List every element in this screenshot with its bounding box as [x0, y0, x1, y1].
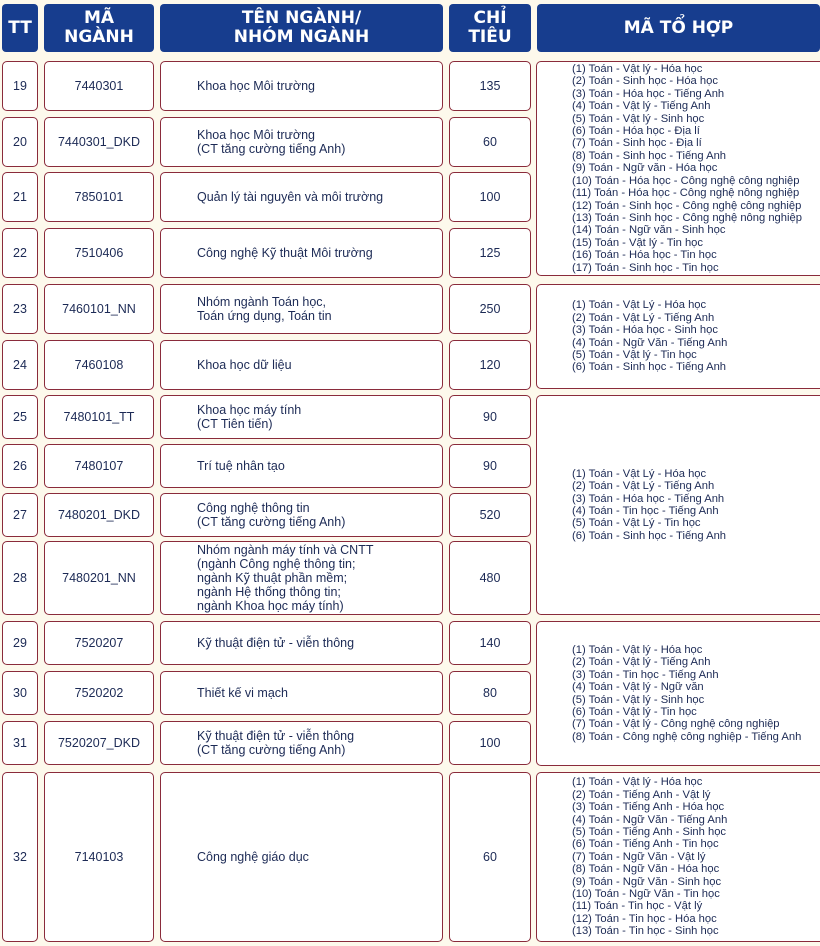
- combo-item: (13) Toán - Sinh học - Công nghệ nông nghiệp: [572, 211, 802, 224]
- combo-list: [537, 63, 802, 274]
- combo-item: (2) Toán - Vật Lý - Tiếng Anh: [572, 480, 715, 493]
- quota-cell: 90: [449, 395, 531, 439]
- combo-item: (6) Toán - Tiếng Anh - Tin học: [572, 838, 719, 851]
- combo-item: (6) Toán - Sinh học - Tiếng Anh: [572, 361, 727, 374]
- combo-item: (1) Toán - Vật Lý - Hóa học: [572, 467, 707, 480]
- quota-cell: 480: [449, 541, 531, 615]
- combo-item: (4) Toán - Ngữ Văn - Tiếng Anh: [572, 336, 728, 349]
- combo-item: (10) Toán - Hóa học - Công nghệ công nghiệp: [572, 174, 800, 187]
- combo-item: (3) Toán - Tin học - Tiếng Anh: [572, 668, 719, 681]
- tt-cell: 20: [2, 117, 38, 167]
- quota-cell: 140: [449, 621, 531, 665]
- quota-cell: 60: [449, 772, 531, 942]
- tt-cell: 28: [2, 541, 38, 615]
- quota-cell: 520: [449, 493, 531, 537]
- major-name-cell: Khoa học Môi trường: [160, 61, 443, 111]
- combo-item: (2) Toán - Vật Lý - Tiếng Anh: [572, 311, 715, 324]
- combo-item: (3) Toán - Hóa học - Tiếng Anh: [572, 492, 725, 505]
- major-name-cell: Quản lý tài nguyên và môi trường: [160, 172, 443, 222]
- combo-group-3: [536, 395, 820, 615]
- major-name-cell: Khoa học Môi trường (CT tăng cường tiếng Anh): [160, 117, 443, 167]
- combo-item: (9) Toán - Ngữ văn - Hóa học: [572, 162, 718, 175]
- major-name-cell: Thiết kế vi mạch: [160, 671, 443, 715]
- combo-item: (7) Toán - Vật lý - Công nghệ công nghiệp: [572, 718, 780, 731]
- major-code-cell: 7460101_NN: [44, 284, 154, 334]
- combo-item: (5) Toán - Tiếng Anh - Sinh học: [572, 825, 727, 838]
- combo-item: (11) Toán - Hóa học - Công nghệ nông nghiệp: [572, 187, 800, 200]
- combo-item: (4) Toán - Vật lý - Ngữ văn: [572, 681, 704, 694]
- combo-item: (9) Toán - Ngữ Văn - Sinh học: [572, 875, 722, 888]
- major-name-cell: Trí tuệ nhân tạo: [160, 444, 443, 488]
- major-name-cell: Công nghệ Kỹ thuật Môi trường: [160, 228, 443, 278]
- combo-item: (4) Toán - Ngữ Văn - Tiếng Anh: [572, 813, 728, 826]
- header-subject-combo: MÃ TỔ HỢP: [537, 4, 820, 52]
- tt-cell: 30: [2, 671, 38, 715]
- combo-item: (2) Toán - Sinh học - Hóa học: [572, 75, 718, 88]
- tt-cell: 19: [2, 61, 38, 111]
- major-code-cell: 7520207: [44, 621, 154, 665]
- major-code-cell: 7140103: [44, 772, 154, 942]
- combo-item: (4) Toán - Vật lý - Tiếng Anh: [572, 100, 711, 113]
- quota-cell: 100: [449, 721, 531, 765]
- combo-item: (12) Toán - Sinh học - Công nghệ công nghiệp: [572, 199, 802, 212]
- quota-cell: 250: [449, 284, 531, 334]
- quota-cell: 125: [449, 228, 531, 278]
- major-code-cell: 7520207_DKD: [44, 721, 154, 765]
- header-major-code: MÃ NGÀNH: [44, 4, 154, 52]
- major-code-cell: 7480101_TT: [44, 395, 154, 439]
- tt-cell: 25: [2, 395, 38, 439]
- quota-cell: 60: [449, 117, 531, 167]
- combo-item: (8) Toán - Công nghệ công nghiệp - Tiếng Anh: [572, 730, 802, 743]
- combo-item: (3) Toán - Tiếng Anh - Hóa học: [572, 801, 725, 814]
- combo-item: (10) Toán - Ngữ Văn - Tin học: [572, 888, 720, 901]
- major-code-cell: 7850101: [44, 172, 154, 222]
- combo-item: (3) Toán - Hóa học - Tiếng Anh: [572, 87, 725, 100]
- tt-cell: 21: [2, 172, 38, 222]
- tt-cell: 22: [2, 228, 38, 278]
- major-name-cell: Nhóm ngành máy tính và CNTT (ngành Công nghệ thông tin; ngành Kỹ thuật phần mềm; ngành Hệ thống thông tin; ngành Khoa học máy tính): [160, 541, 443, 615]
- major-name-cell: Nhóm ngành Toán học, Toán ứng dụng, Toán tin: [160, 284, 443, 334]
- major-name-cell: Khoa học máy tính (CT Tiên tiến): [160, 395, 443, 439]
- major-code-cell: 7480201_NN: [44, 541, 154, 615]
- quota-cell: 90: [449, 444, 531, 488]
- combo-item: (6) Toán - Hóa học - Địa lí: [572, 125, 700, 138]
- tt-cell: 27: [2, 493, 38, 537]
- combo-item: (5) Toán - Vật lý - Sinh học: [572, 112, 705, 125]
- major-name-cell: Kỹ thuật điện tử - viễn thông: [160, 621, 443, 665]
- combo-item: (7) Toán - Ngữ Văn - Vật lý: [572, 850, 706, 863]
- combo-list: [537, 644, 801, 743]
- major-code-cell: 7460108: [44, 340, 154, 390]
- combo-item: (6) Toán - Vật lý - Tin học: [572, 705, 697, 718]
- combo-item: (6) Toán - Sinh học - Tiếng Anh: [572, 529, 727, 542]
- tt-cell: 24: [2, 340, 38, 390]
- combo-item: (13) Toán - Tin học - Sinh học: [572, 925, 719, 938]
- header-tt: TT: [2, 4, 38, 52]
- major-code-cell: 7440301_DKD: [44, 117, 154, 167]
- combo-list: [537, 468, 726, 542]
- header-major-name: TÊN NGÀNH/ NHÓM NGÀNH: [160, 4, 443, 52]
- combo-item: (1) Toán - Vật lý - Hóa học: [572, 63, 703, 76]
- combo-item: (12) Toán - Tin học - Hóa học: [572, 912, 717, 925]
- combo-item: (1) Toán - Vật Lý - Hóa học: [572, 299, 707, 312]
- major-code-cell: 7520202: [44, 671, 154, 715]
- combo-item: (11) Toán - Tin học - Vật lý: [572, 900, 703, 913]
- combo-item: (17) Toán - Sinh học - Tin học: [572, 261, 719, 274]
- combo-item: (2) Toán - Vật lý - Tiếng Anh: [572, 656, 711, 669]
- tt-cell: 23: [2, 284, 38, 334]
- combo-item: (1) Toán - Vật lý - Hóa học: [572, 643, 703, 656]
- combo-item: (7) Toán - Sinh học - Địa lí: [572, 137, 702, 150]
- combo-item: (3) Toán - Hóa học - Sinh học: [572, 324, 718, 337]
- combo-group-5: [536, 772, 820, 942]
- combo-item: (5) Toán - Vật lý - Tin học: [572, 348, 697, 361]
- combo-item: (5) Toán - Vật lý - Sinh học: [572, 693, 705, 706]
- quota-cell: 135: [449, 61, 531, 111]
- major-name-cell: Công nghệ thông tin (CT tăng cường tiếng Anh): [160, 493, 443, 537]
- combo-item: (2) Toán - Tiếng Anh - Vật lý: [572, 788, 711, 801]
- combo-group-4: [536, 621, 820, 766]
- combo-item: (1) Toán - Vật lý - Hóa học: [572, 776, 703, 789]
- combo-item: (8) Toán - Ngữ Văn - Hóa học: [572, 863, 720, 876]
- major-code-cell: 7510406: [44, 228, 154, 278]
- combo-group-1: [536, 61, 820, 276]
- major-name-cell: Khoa học dữ liệu: [160, 340, 443, 390]
- combo-item: (14) Toán - Ngữ văn - Sinh học: [572, 224, 726, 237]
- combo-item: (5) Toán - Vật Lý - Tin học: [572, 517, 701, 530]
- quota-cell: 80: [449, 671, 531, 715]
- quota-cell: 120: [449, 340, 531, 390]
- header-quota: CHỈ TIÊU: [449, 4, 531, 52]
- combo-item: (8) Toán - Sinh học - Tiếng Anh: [572, 149, 727, 162]
- tt-cell: 29: [2, 621, 38, 665]
- combo-item: (15) Toán - Vật lý - Tin học: [572, 236, 703, 249]
- quota-cell: 100: [449, 172, 531, 222]
- major-code-cell: 7480201_DKD: [44, 493, 154, 537]
- combo-list: [537, 776, 727, 937]
- tt-cell: 32: [2, 772, 38, 942]
- combo-item: (4) Toán - Tin học - Tiếng Anh: [572, 505, 719, 517]
- major-name-cell: Công nghệ giáo dục: [160, 772, 443, 942]
- combo-group-2: [536, 284, 820, 389]
- combo-list: [537, 299, 727, 373]
- major-name-cell: Kỹ thuật điện tử - viễn thông (CT tăng cường tiếng Anh): [160, 721, 443, 765]
- combo-item: (16) Toán - Hóa học - Tin học: [572, 249, 717, 262]
- tt-cell: 31: [2, 721, 38, 765]
- major-code-cell: 7440301: [44, 61, 154, 111]
- major-code-cell: 7480107: [44, 444, 154, 488]
- tt-cell: 26: [2, 444, 38, 488]
